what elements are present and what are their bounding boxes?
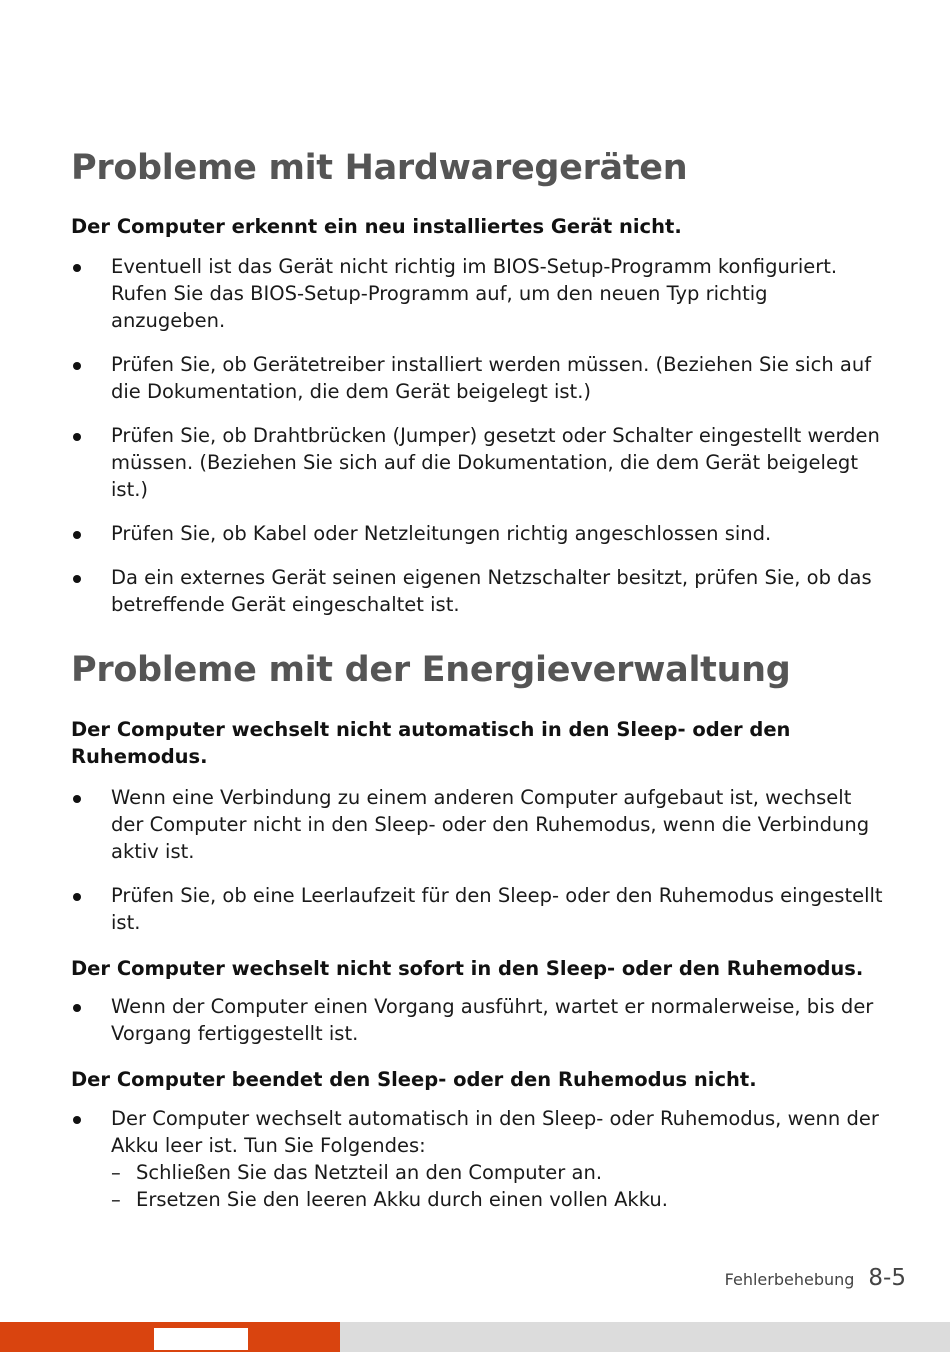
- page-footer: [725, 1265, 906, 1291]
- section-heading-hardware: Probleme mit Hardwaregeräten: [71, 148, 688, 188]
- list-item: [71, 1105, 886, 1213]
- list-item: Prüfen Sie, ob eine Leerlaufzeit für den Sleep- oder den Ruhemodus eingestellt ist.: [71, 882, 886, 936]
- sub-list-item: – Schließen Sie das Netzteil an den Computer an.: [111, 1159, 886, 1186]
- accent-bar-highlight: [154, 1328, 248, 1350]
- list-item: Wenn eine Verbindung zu einem anderen Computer aufgebaut ist, wechselt der Computer nicht in den Sleep- oder den Ruhemodus, wenn die Verbindung aktiv ist.: [71, 784, 886, 865]
- bullet-list: [71, 1105, 886, 1213]
- gray-bar: [340, 1322, 950, 1352]
- sub-list-item: – Ersetzen Sie den leeren Akku durch einen vollen Akku.: [111, 1186, 886, 1213]
- bullet-list: [71, 993, 886, 1047]
- problem-title: Der Computer wechselt nicht sofort in den Sleep- oder den Ruhemodus.: [71, 957, 864, 980]
- problem-title: Der Computer beendet den Sleep- oder den Ruhemodus nicht.: [71, 1068, 757, 1091]
- list-item: Prüfen Sie, ob Drahtbrücken (Jumper) gesetzt oder Schalter eingestellt werden müssen. (Beziehen Sie sich auf die Dokumentation, die dem Gerät beigelegt ist.): [71, 422, 886, 503]
- list-item: Prüfen Sie, ob Gerätetreiber installiert werden müssen. (Beziehen Sie sich auf die Dokumentation, die dem Gerät beigelegt ist.): [71, 351, 886, 405]
- problem-title: Der Computer erkennt ein neu installiertes Gerät nicht.: [71, 215, 682, 238]
- bullet-list: [71, 784, 886, 936]
- section-heading-energy: Probleme mit der Energieverwaltung: [71, 650, 791, 690]
- problem-title: Der Computer wechselt nicht automatisch in den Sleep- oder den Ruhemodus.: [71, 718, 791, 768]
- page-number: 8-5: [868, 1265, 906, 1291]
- chapter-label: Fehlerbehebung: [724, 1270, 855, 1289]
- list-item: Prüfen Sie, ob Kabel oder Netzleitungen richtig angeschlossen sind.: [71, 520, 886, 547]
- list-item: Eventuell ist das Gerät nicht richtig im BIOS-Setup-Programm konfiguriert. Rufen Sie das BIOS-Setup-Programm auf, um den neuen Typ richtig anzugeben.: [71, 253, 886, 334]
- list-item: Wenn der Computer einen Vorgang ausführt, wartet er normalerweise, bis der Vorgang fertiggestellt ist.: [71, 993, 886, 1047]
- list-item: Da ein externes Gerät seinen eigenen Netzschalter besitzt, prüfen Sie, ob das betreffende Gerät eingeschaltet ist.: [71, 564, 886, 618]
- list-item-text: Der Computer wechselt automatisch in den Sleep- oder Ruhemodus, wenn der Akku leer ist. Tun Sie Folgendes:: [111, 1107, 879, 1157]
- bullet-list: [71, 253, 886, 618]
